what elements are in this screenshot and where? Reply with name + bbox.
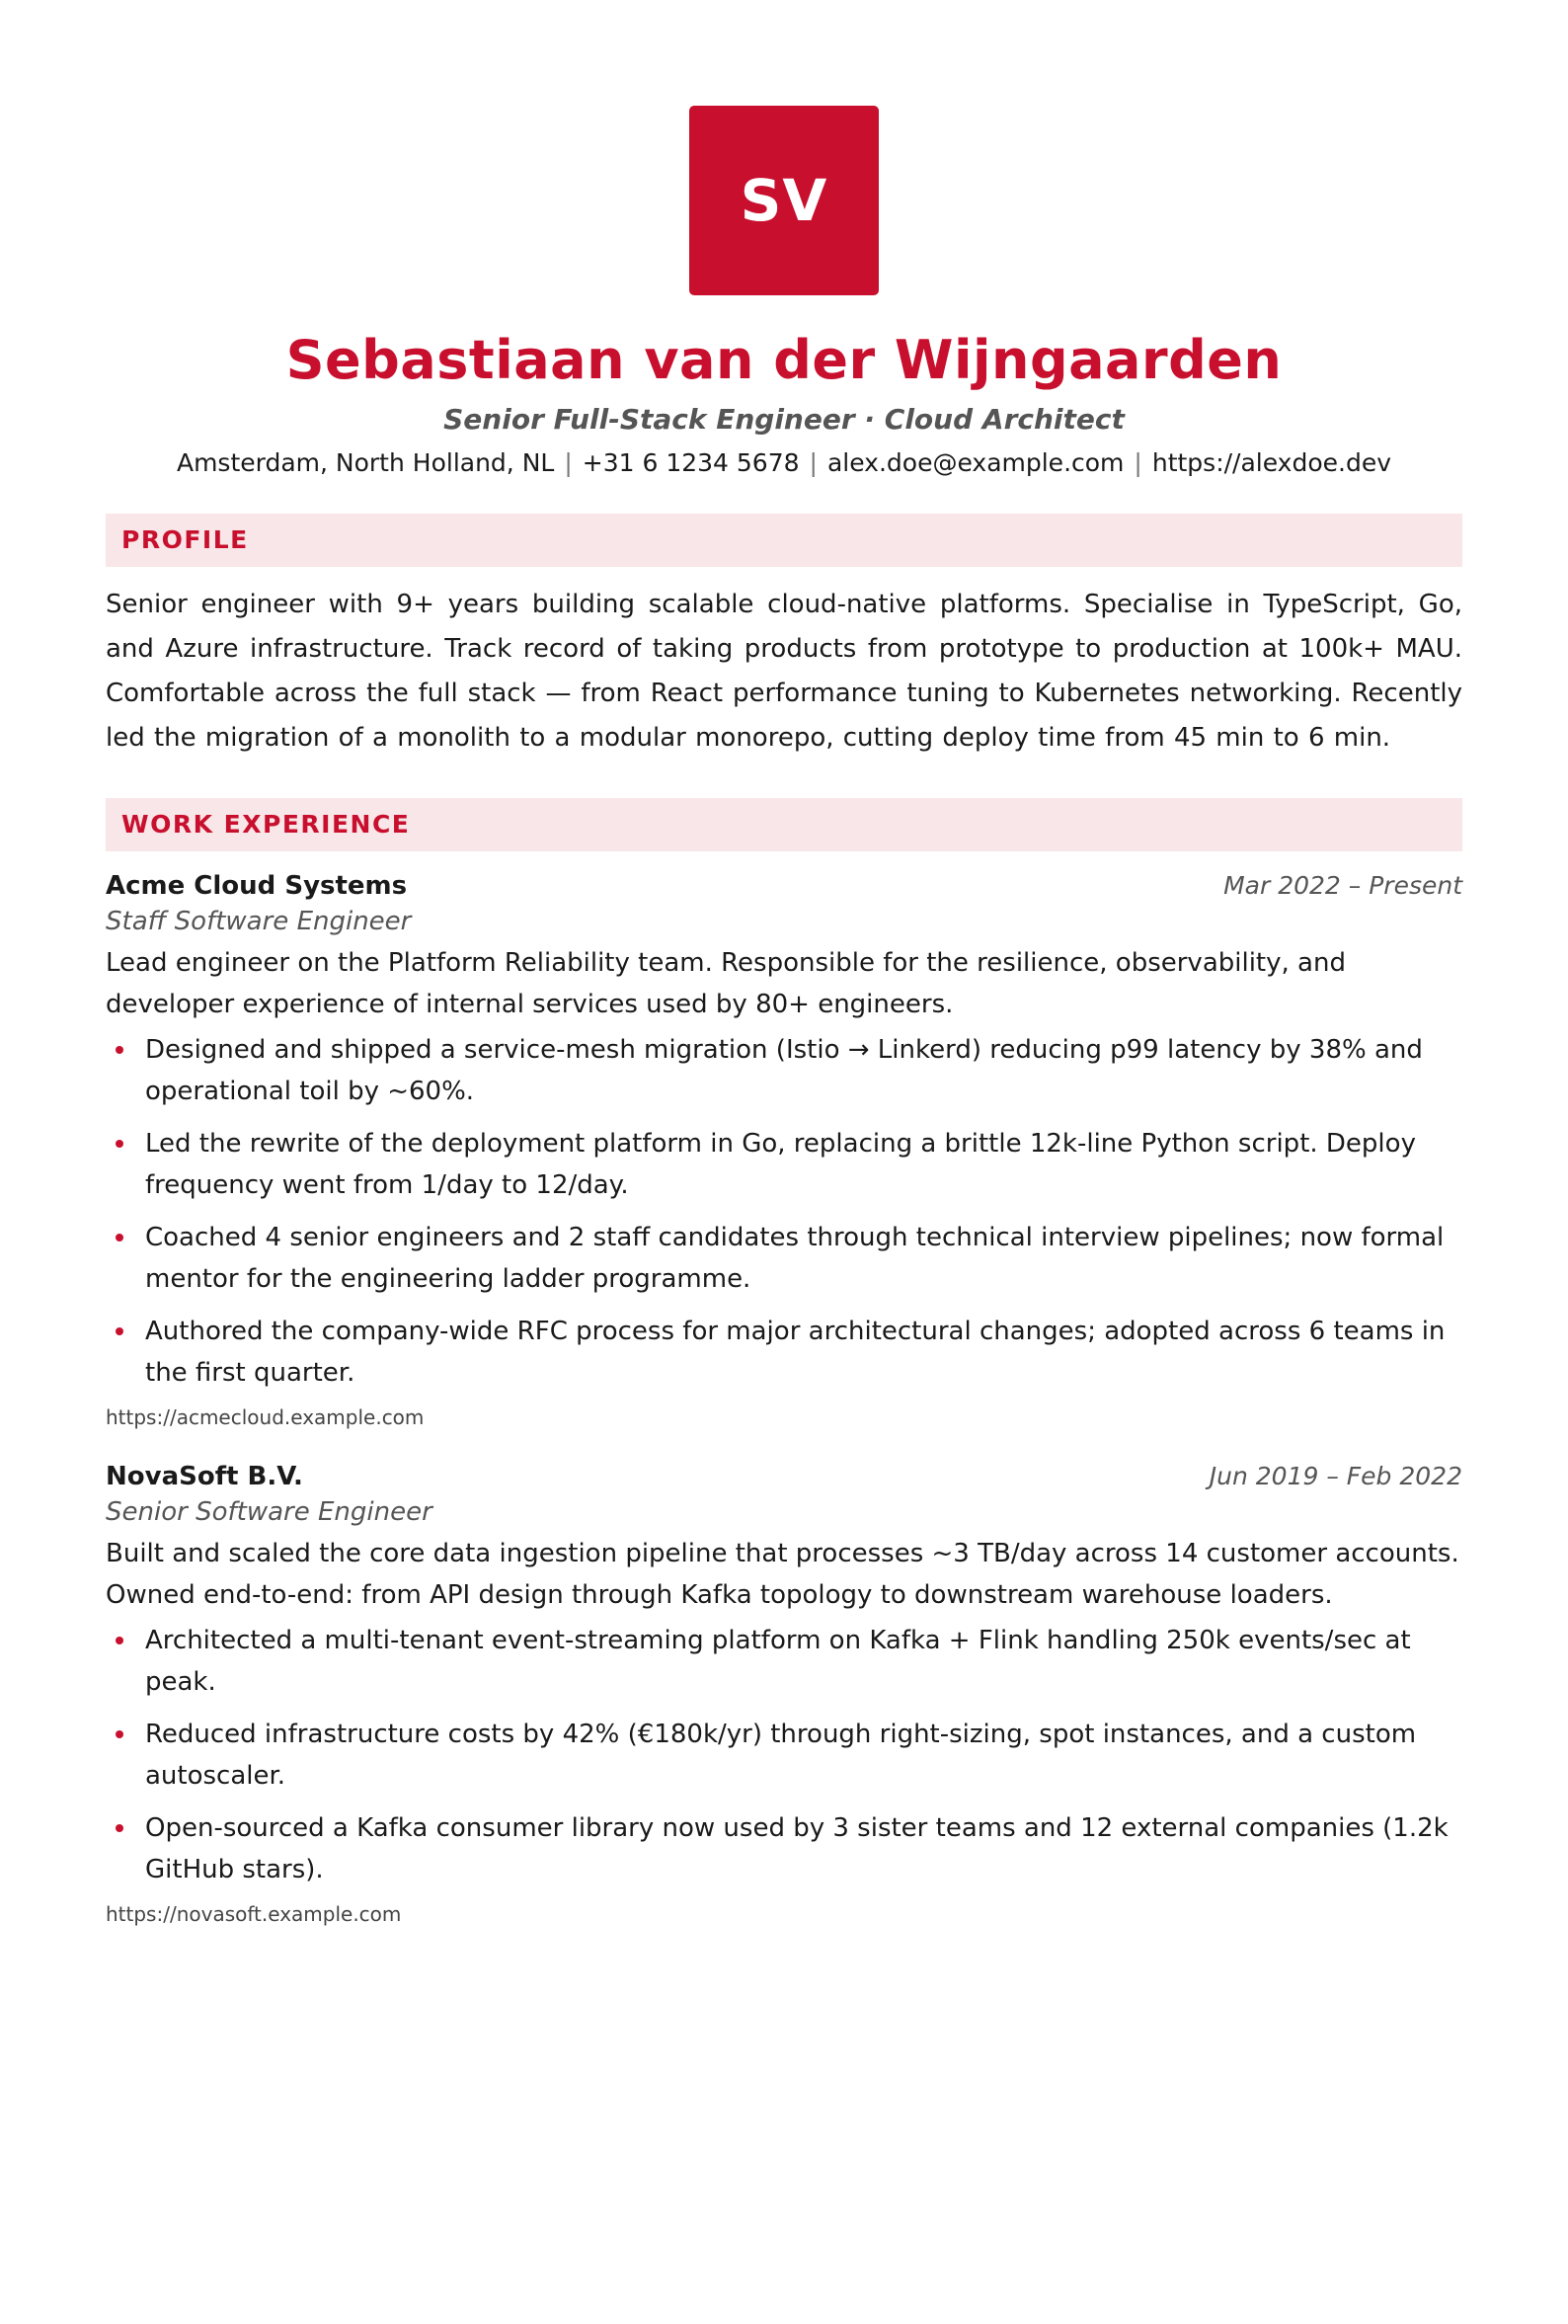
- contact-location: Amsterdam, North Holland, NL: [176, 448, 555, 478]
- bullet-item: [106, 1714, 1462, 1797]
- candidate-name: Sebastiaan van der Wijngaarden: [285, 329, 1283, 391]
- bullet-icon: [116, 1234, 123, 1242]
- job-bullets: [106, 1620, 1462, 1890]
- bullet-item: [106, 1807, 1462, 1890]
- job-company: Acme Cloud Systems: [106, 870, 408, 901]
- monogram-avatar: [689, 106, 879, 295]
- section-header-work-experience: [106, 798, 1462, 851]
- job-description: Built and scaled the core data ingestion pipeline that processes ~3 TB/day across 14 customer accounts. Owned end-to-end: from API design through Kafka topology to downstream warehouse loaders.: [106, 1538, 1459, 1610]
- bullet-text: Architected a multi-tenant event-streaming platform on Kafka + Flink handling 250k events/sec at peak.: [145, 1625, 1411, 1697]
- bullet-text: Designed and shipped a service-mesh migration (Istio → Linkerd) reducing p99 latency by 38% and operational toil by ~60%.: [145, 1034, 1423, 1106]
- section-title: PROFILE: [121, 525, 249, 555]
- bullet-item: [106, 1311, 1462, 1394]
- job-header: [106, 1462, 1462, 1491]
- bullet-text: Coached 4 senior engineers and 2 staff candidates through technical interview pipelines; now formal mentor for the engineering ladder programme.: [145, 1222, 1445, 1294]
- job-role: Senior Software Engineer: [106, 1496, 432, 1527]
- job-dates: Jun 2019 – Feb 2022: [1209, 1461, 1462, 1490]
- job-dates: Mar 2022 – Present: [1223, 870, 1462, 900]
- job-description: Lead engineer on the Platform Reliability team. Responsible for the resilience, observability, and developer experience of internal services used by 80+ engineers.: [106, 947, 1346, 1019]
- contact-website[interactable]: https://alexdoe.dev: [1151, 448, 1392, 478]
- bullet-text: Authored the company-wide RFC process for major architectural changes; adopted across 6 teams in the first quarter.: [145, 1316, 1446, 1388]
- bullet-item: [106, 1123, 1462, 1206]
- contact-separator: |: [1134, 448, 1142, 478]
- candidate-title: Senior Full-Stack Engineer · Cloud Architect: [443, 402, 1125, 436]
- section-title: WORK EXPERIENCE: [121, 810, 411, 840]
- bullet-icon: [116, 1327, 123, 1335]
- bullet-icon: [116, 1140, 123, 1148]
- contact-phone[interactable]: +31 6 1234 5678: [582, 448, 800, 478]
- contact-separator: |: [809, 448, 818, 478]
- job-bullets: [106, 1029, 1462, 1394]
- initials: SV: [740, 167, 828, 234]
- bullet-item: [106, 1029, 1462, 1112]
- bullet-text: Reduced infrastructure costs by 42% (€180k/yr) through right-sizing, spot instances, and a custom autoscaler.: [145, 1719, 1417, 1791]
- job-entry: [106, 871, 1462, 1430]
- bullet-text: Open-sourced a Kafka consumer library now used by 3 sister teams and 12 external companies (1.2k GitHub stars).: [145, 1812, 1449, 1884]
- contact-separator: |: [564, 448, 573, 478]
- bullet-icon: [116, 1824, 123, 1832]
- bullet-text: Led the rewrite of the deployment platform in Go, replacing a brittle 12k-line Python script. Deploy frequency went from 1/day to 12/day.: [145, 1128, 1416, 1200]
- profile-summary: Senior engineer with 9+ years building scalable cloud-native platforms. Specialise in TypeScript, Go, and Azure infrastructure. Track record of taking products from prototype to production at 100k+ MAU. Comfortable across the full stack — from React performance tuning to Kubernetes networking. Recently led the migration of a monolith to a modular monorepo, cutting deploy time from 45 min to 6 min.: [106, 589, 1462, 753]
- resume-page: [0, 106, 1568, 2324]
- contact-line: [106, 447, 1462, 480]
- job-url-link[interactable]: https://novasoft.example.com: [106, 1901, 402, 1926]
- bullet-item: [106, 1217, 1462, 1300]
- job-url-link[interactable]: https://acmecloud.example.com: [106, 1404, 425, 1429]
- job-role: Staff Software Engineer: [106, 906, 412, 936]
- contact-email[interactable]: alex.doe@example.com: [826, 448, 1125, 478]
- bullet-icon: [116, 1730, 123, 1738]
- bullet-item: [106, 1620, 1462, 1703]
- job-header: [106, 871, 1462, 901]
- section-header-profile: [106, 514, 1462, 567]
- job-company: NovaSoft B.V.: [106, 1461, 303, 1491]
- job-entry: [106, 1462, 1462, 1927]
- bullet-icon: [116, 1637, 123, 1644]
- bullet-icon: [116, 1046, 123, 1054]
